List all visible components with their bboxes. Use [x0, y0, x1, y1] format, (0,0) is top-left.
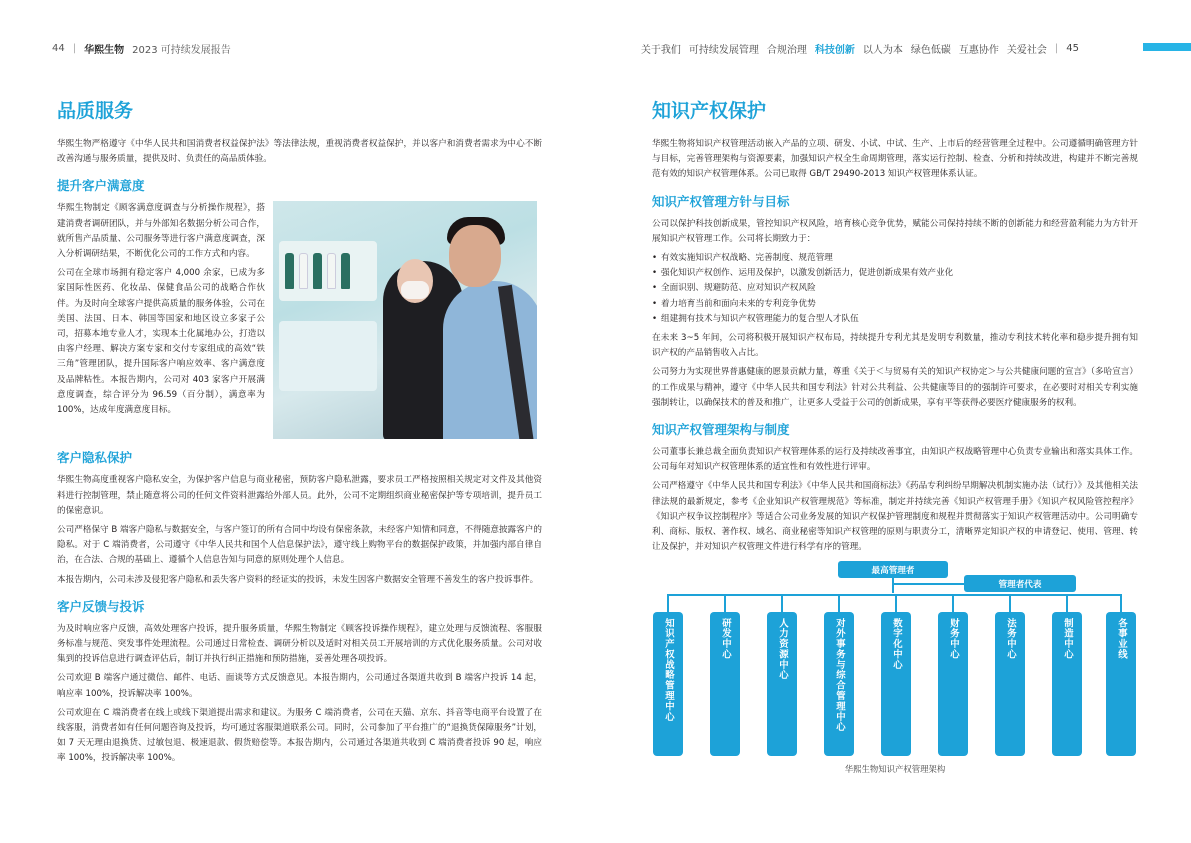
satisfaction-p2: 公司在全球市场拥有稳定客户 4,000 余家，已成为多家国际性医药、化妆品、保健食品公司的战略合作伙伴。为及时向全球客户提供高质量的服务体验，公司在美国、法国、日本、韩国等国家和地区设立多家子公司，招募本地专业人才，实现本土化属地办公，打造以由客户经理、解决方案专家和交付专家组成的高效“铁三角”管理团队，提升国际客户响应效率、客户满意度及品牌粘性。本报告期内，公司对 403 家客户开展满意度调查，综合评分为 96.59（百分制），满意率为 100%，达成年度满意度目标。	[57, 268, 265, 416]
org-connector	[1120, 594, 1122, 612]
org-connector	[894, 583, 964, 585]
privacy-p2: 公司严格保守 B 端客户隐私与数据安全，与客户签订的所有合同中均设有保密条款，未经客户知情和同意，不得随意披露客户的隐私。对于 C 端消费者，公司遵守《中华人民共和国个人信息保护法》，遵守线上购物平台的数据保护政策，并加强内部自律自治，在合法、合规的基础上、遵循个人信息告知与同意的原则处理个人信息。	[57, 525, 542, 566]
org-dept-hr	[767, 612, 797, 756]
ip-intro: 华熙生物将知识产权管理活动嵌入产品的立项、研发、小试、中试、生产、上市后的经营管理全过程中。公司遵循明确管理方针与目标，完善管理架构与资源要素，加强知识产权全生命周期管理，落实运行控制、检查、分析和持续改进，构建并不断完善规范有效的知识产权管理体系。公司已取得 GB/T 29490-2013 知识产权管理体系认证。	[652, 139, 1138, 180]
satisfaction-text	[57, 201, 265, 439]
quality-intro: 华熙生物严格遵守《中华人民共和国消费者权益保护法》等法律法规，重视消费者权益保护，并以客户和消费者需求为中心不断改善沟通与服务质量，提供及时、负责任的高品质体验。	[57, 139, 542, 165]
report-title: 2023 可持续发展报告	[132, 45, 231, 56]
org-dept-label: 知识产权战略管理中心	[663, 618, 674, 723]
subtitle-privacy: 客户隐私保护	[57, 450, 133, 466]
org-dept-manufacturing	[1052, 612, 1082, 756]
photo-product-bottles	[285, 253, 350, 289]
org-dept-finance	[938, 612, 968, 756]
org-dept-external-affairs	[824, 612, 854, 756]
ip-policy-p1: 公司以保护科技创新成果，管控知识产权风险，培育核心竞争优势，赋能公司保持持续不断的创新能力和经营盈利能力为方针开展知识产权管理工作。公司将长期致力于：	[652, 218, 1138, 244]
right-page-number: 45	[1066, 43, 1079, 54]
org-dept-rd	[710, 612, 740, 756]
org-connector	[667, 594, 669, 612]
nav-people[interactable]: 以人为本	[862, 45, 903, 56]
org-connector	[892, 578, 894, 593]
left-page-number: 44	[52, 43, 65, 54]
list-item: • 有效实施知识产权战略、完善制度、规范管理	[652, 251, 1138, 266]
subtitle-ip-structure: 知识产权管理架构与制度	[652, 422, 790, 438]
right-column	[652, 96, 1138, 776]
photo-customer-face	[449, 225, 501, 287]
ip-policy-p2: 在未来 3~5 年间，公司将积极开展知识产权布局，持续提升专利尤其是发明专利数量，推动专利技术转化率和稳步提升拥有知识产权的产品销售收入占比。	[652, 333, 1138, 359]
nav-cooperation[interactable]: 互惠协作	[958, 45, 999, 56]
header-nav	[641, 41, 1139, 56]
org-dept-label: 人力资源中心	[777, 618, 788, 681]
ip-policy-p3: 公司努力为实现世界普惠健康的愿景贡献力量，尊重《关于＜与贸易有关的知识产权协定＞与公共健康问题的宣言》（多哈宣言）的工作成果与精神，遵守《中华人民共和国专利法》针对公共利益、公共健康等目的的强制许可要求，在必要时对相关专利实施强制转让，以确保技术的普及和推广，让更多人受益于公司的创新成果，享有平等获得必要医疗健康服务的权利。	[652, 367, 1138, 408]
section-title-quality-service: 品质服务	[57, 100, 134, 122]
customer-service-photo	[273, 201, 537, 439]
header-divider: |	[72, 43, 77, 54]
org-dept-label: 法务中心	[1005, 618, 1016, 661]
org-dept-label: 数字化中心	[891, 618, 902, 671]
nav-governance[interactable]: 合规治理	[766, 45, 807, 56]
section-title-ip-protection: 知识产权保护	[652, 100, 767, 122]
org-connector	[952, 594, 954, 612]
list-item: • 全面识别、规避防范、应对知识产权风险	[652, 281, 1138, 296]
org-dept-label: 财务中心	[948, 618, 959, 661]
nav-green[interactable]: 绿色低碳	[910, 45, 951, 56]
photo-shelf	[279, 321, 377, 391]
feedback-p1: 为及时响应客户反馈，高效处理客户投诉，提升服务质量，华熙生物制定《顾客投诉操作规程》，建立处理与反馈流程、客服服务标准与规范、突发事件处理流程。公司通过日常检查、调研分析以及适时对相关员工开展培训的方式优化服务质量。公司对收集到的投诉信息进行调查评估后，制订并执行纠正措施和预防措施，妥善处理各项投诉。	[57, 623, 542, 665]
photo-bottle	[313, 253, 322, 289]
ip-org-chart	[652, 561, 1138, 776]
photo-bottle	[299, 253, 308, 289]
org-connector	[724, 594, 726, 612]
photo-bottle	[341, 253, 350, 289]
left-column	[57, 96, 542, 771]
org-top-manager: 最高管理者	[838, 561, 948, 578]
org-dept-ip-strategy	[653, 612, 683, 756]
privacy-p1: 华熙生物高度重视客户隐私安全，为保护客户信息与商业秘密，预防客户隐私泄露，要求员工严格按照相关规定对文件及其他资料进行控制管理，禁止随意将公司的任何文件资料泄露给外部人员。此外，公司不定期组织商业秘密保护等专项培训，提升员工的保密意识。	[57, 475, 542, 516]
org-dept-business-lines	[1106, 612, 1136, 756]
org-chart-caption: 华熙生物知识产权管理架构	[844, 764, 946, 775]
header-divider: |	[1054, 43, 1059, 54]
org-connector	[1066, 594, 1068, 612]
brand-name: 华熙生物	[84, 45, 125, 56]
nav-society[interactable]: 关爱社会	[1006, 45, 1047, 56]
nav-tech-innovation[interactable]: 科技创新	[814, 45, 855, 56]
feedback-p3: 公司欢迎在 C 端消费者在线上或线下渠道提出需求和建议。为服务 C 端消费者，公司在天猫、京东、抖音等电商平台设置了在线客服，消费者如有任何问题咨询及投诉，均可通过客服渠道联系公司。同时，公司参加了平台推广的“退换货保障服务”计划，如 7 天无理由退换货、过敏包退、极速退款、假货赔偿等。本报告期内，公司通过各渠道共收到 C 端消费者投诉 90 起，响应率 100%，投诉解决率 100%。	[57, 707, 542, 764]
header-left	[52, 41, 231, 56]
satisfaction-p1: 华熙生物制定《顾客满意度调查与分析操作规程》，搭建消费者调研团队，并与外部知名数据分析公司合作，就所售产品质量、公司服务等进行客户满意度调查，深入分析调研结果，不断优化公司的工作方式和内容。	[57, 203, 265, 260]
org-connector	[838, 594, 840, 612]
accent-bar	[1143, 43, 1191, 51]
org-connector	[895, 594, 897, 612]
privacy-p3: 本报告期内，公司未涉及侵犯客户隐私和丢失客户资料的经证实的投诉，未发生因客户数据安全管理不善发生的客户投诉事件。	[57, 574, 539, 585]
feedback-p2: 公司欢迎 B 端客户通过微信、邮件、电话、面谈等方式反馈意见。本报告期内，公司通过各渠道共收到 B 端客户投诉 14 起，响应率 100%，投诉解决率 100%。	[57, 673, 542, 699]
satisfaction-block	[57, 201, 542, 439]
photo-face-mask	[401, 281, 429, 299]
photo-bottle	[285, 253, 294, 289]
nav-sustainability[interactable]: 可持续发展管理	[688, 45, 759, 56]
list-item: • 强化知识产权创作、运用及保护，以激发创新活力，促进创新成果有效产业化	[652, 266, 1138, 281]
org-connector	[1009, 594, 1011, 612]
org-dept-label: 对外事务与综合管理中心	[834, 618, 845, 733]
org-dept-label: 各事业线	[1116, 618, 1127, 661]
org-dept-legal	[995, 612, 1025, 756]
ip-structure-p2: 公司严格遵守《中华人民共和国专利法》《中华人民共和国商标法》《药品专利纠纷早期解决机制实施办法（试行）》及其他相关法律法规的最新规定，参考《企业知识产权管理规范》等标准，制定并持续完善《知识产权管理手册》《知识产权风险管控程序》《知识产权争议控制程序》等适合公司业务发展的知识产权保护管理制度和规程并贯彻落实于知识产权管理活动中。公司明确专利、商标、版权、著作权、域名、商业秘密等知识产权管理的原则与职责分工，清晰界定知识产权的申请登记、使用、管理、转让及保护，并对知识产权管理文件进行科学有序的管理。	[652, 481, 1138, 553]
org-connector	[781, 594, 783, 612]
list-item: • 组建拥有技术与知识产权管理能力的复合型人才队伍	[652, 312, 1138, 327]
subtitle-ip-policy: 知识产权管理方针与目标	[652, 193, 790, 209]
ip-structure-p1: 公司董事长兼总裁全面负责知识产权管理体系的运行及持续改善事宜，由知识产权战略管理中心负责专业输出和落实具体工作。公司每年对知识产权管理体系的适宜性和有效性进行评审。	[652, 447, 1138, 473]
ip-policy-bullets	[652, 251, 1138, 327]
org-dept-label: 研发中心	[720, 618, 731, 661]
photo-bottle	[327, 253, 336, 289]
org-dept-digital	[881, 612, 911, 756]
list-item: • 着力培育当前和面向未来的专利竞争优势	[652, 297, 1138, 312]
nav-about[interactable]: 关于我们	[640, 45, 681, 56]
subtitle-satisfaction: 提升客户满意度	[57, 178, 145, 194]
subtitle-feedback: 客户反馈与投诉	[57, 598, 145, 614]
org-management-rep: 管理者代表	[964, 575, 1076, 592]
org-dept-label: 制造中心	[1062, 618, 1073, 661]
